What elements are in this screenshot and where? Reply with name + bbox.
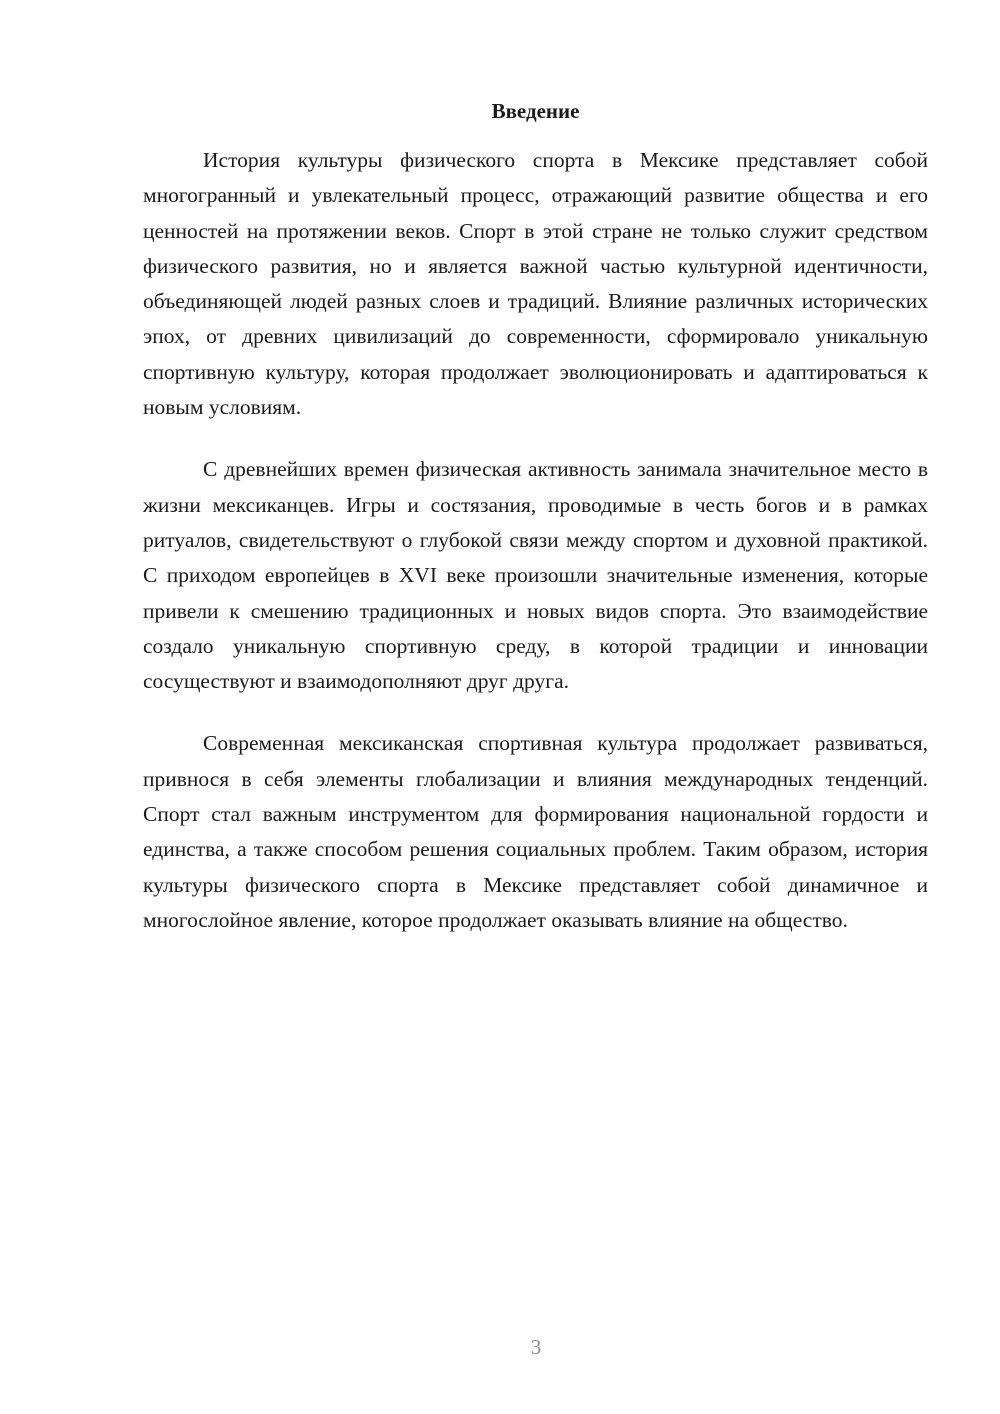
- paragraph: Современная мексиканская спортивная культура продолжает развиваться, привнося в себя элементы глобализации и влияния международных тенденций. Спорт стал важным инструментом для формирования национальной гордости и единства, а также способом решения социальных проблем. Таким образом, история культуры физического спорта в Мексике представляет собой динамичное и многослойное явление, которое продолжает оказывать влияние на общество.: [143, 731, 928, 932]
- body-text: [143, 143, 928, 965]
- paragraph: История культуры физического спорта в Мексике представляет собой многогранный и увлекательный процесс, отражающий развитие общества и его ценностей на протяжении веков. Спорт в этой стране не только служит средством физического развития, но и является важной частью культурной идентичности, объединяющей людей разных слоев и традиций. Влияние различных исторических эпох, от древних цивилизаций до современности, сформировало уникальную спортивную культуру, которая продолжает эволюционировать и адаптироваться к новым условиям.: [143, 148, 928, 420]
- page-number: 3: [530, 1335, 542, 1359]
- paragraph: С древнейших времен физическая активность занимала значительное место в жизни мексиканцев. Игры и состязания, проводимые в честь богов и в рамках ритуалов, свидетельствуют о глубокой связи между спортом и духовной практикой. С приходом европейцев в XVI веке произошли значительные изменения, которые привели к смешению традиционных и новых видов спорта. Это взаимодействие создало уникальную спортивную среду, в которой традиции и инновации сосуществуют и взаимодополняют друг друга.: [143, 457, 928, 694]
- page-title: Введение: [491, 99, 580, 123]
